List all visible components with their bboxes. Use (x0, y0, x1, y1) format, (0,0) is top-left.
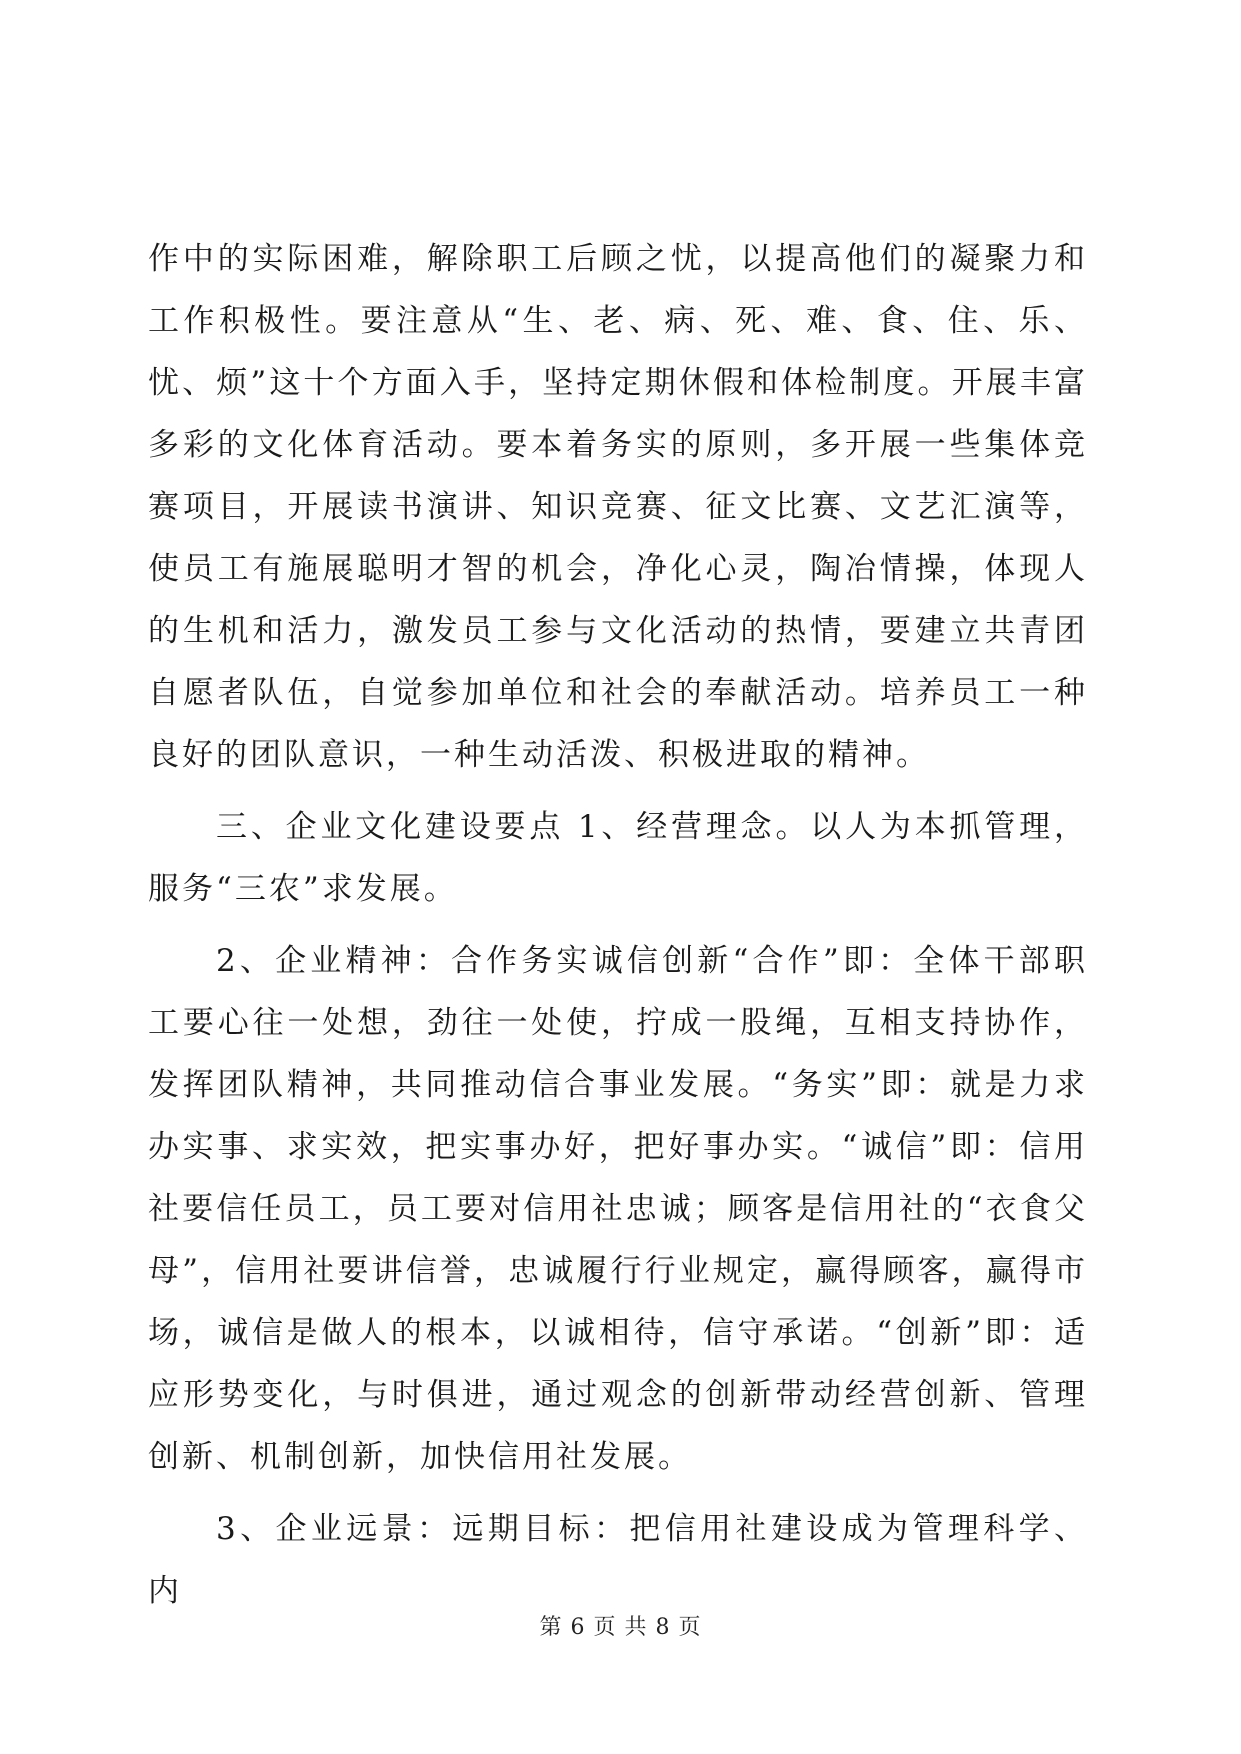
document-body (148, 228, 1088, 1622)
paragraph-section-three: 三、企业文化建设要点 1、经营理念。以人为本抓管理，服务“三农”求发展。 (148, 809, 1088, 907)
paragraph-enterprise-vision: 3、企业远景：远期目标：把信用社建设成为管理科学、内 (148, 1511, 1088, 1609)
paragraph-enterprise-spirit: 2、企业精神：合作务实诚信创新“合作”即：全体干部职工要心往一处想，劲往一处使，拧成一股绳，互相支持协作，发挥团队精神，共同推动信合事业发展。“务实”即：就是力求办实事、求实效，把实事办好，把好事办实。“诚信”即：信用社要信任员工，员工要对信用社忠诚；顾客是信用社的“衣食父母”，信用社要讲信誉，忠诚履行行业规定，赢得顾客，赢得市场，诚信是做人的根本，以诚相待，信守承诺。“创新”即：适应形势变化，与时俱进，通过观念的创新带动经营创新、管理创新、机制创新，加快信用社发展。 (148, 943, 1088, 1475)
page-number-footer: 第 6 页 共 8 页 (539, 1615, 702, 1640)
paragraph-continuation: 作中的实际困难，解除职工后顾之忧，以提高他们的凝聚力和工作积极性。要注意从“生、老、病、死、难、食、住、乐、忧、烦”这十个方面入手，坚持定期休假和体检制度。开展丰富多彩的文化体育活动。要本着务实的原则，多开展一些集体竞赛项目，开展读书演讲、知识竞赛、征文比赛、文艺汇演等，使员工有施展聪明才智的机会，净化心灵，陶冶情操，体现人的生机和活力，激发员工参与文化活动的热情，要建立共青团自愿者队伍，自觉参加单位和社会的奉献活动。培养员工一种良好的团队意识，一种生动活泼、积极进取的精神。 (148, 241, 1088, 773)
